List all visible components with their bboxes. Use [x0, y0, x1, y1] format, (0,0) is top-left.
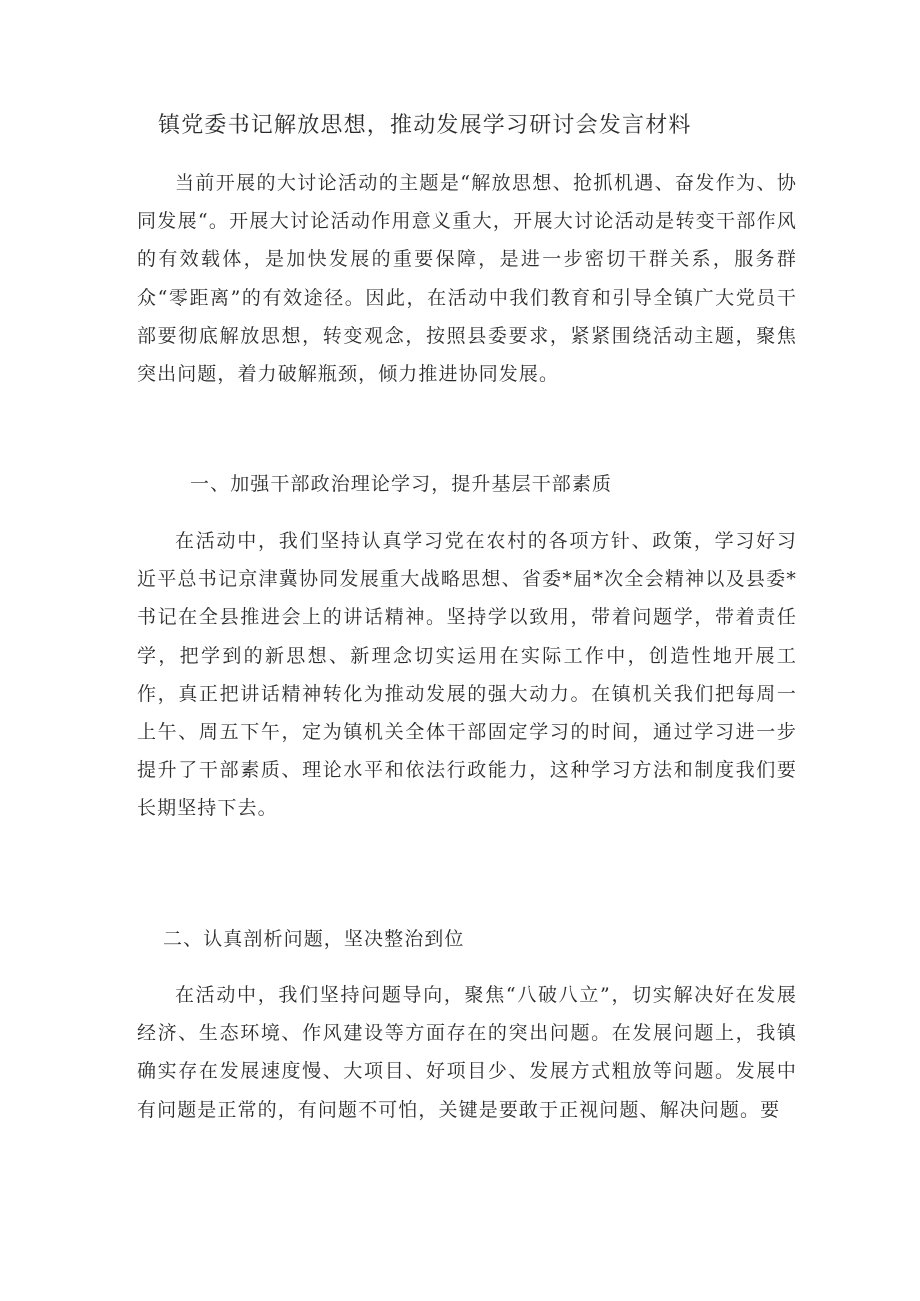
paragraph-section-2: 在活动中，我们坚持问题导向，聚焦“八破八立”，切实解决好在发展经济、生态环境、作风建设等方面存在的突出问题。在发展问题上，我镇确实存在发展速度慢、大项目、好项目少、发展方式粗放等问题。发展中有问题是正常的，有问题不可怕，关键是要敢于正视问题、解决问题。要: [137, 984, 797, 1121]
section-heading-1: 一、加强干部政治理论学习，提升基层干部素质: [190, 473, 613, 495]
paragraph-intro: 当前开展的大讨论活动的主题是“解放思想、抢抓机遇、奋发作为、协同发展“。开展大讨论活动作用意义重大，开展大讨论活动是转变干部作风的有效载体，是加快发展的重要保障，是进一步密切干群关系，服务群众“零距离”的有效途径。因此，在活动中我们教育和引导全镇广大党员干部要彻底解放思想，转变观念，按照县委要求，紧紧围绕活动主题，聚焦突出问题，着力破解瓶颈，倾力推进协同发展。: [137, 172, 797, 386]
paragraph-section-1: 在活动中，我们坚持认真学习党在农村的各项方针、政策，学习好习近平总书记京津冀协同发展重大战略思想、省委*届*次全会精神以及县委*书记在全县推进会上的讲话精神。坚持学以致用，带着问题学，带着责任学，把学到的新思想、新理念切实运用在实际工作中，创造性地开展工作，真正把讲话精神转化为推动发展的强大动力。在镇机关我们把每周一上午、周五下午，定为镇机关全体干部固定学习的时间，通过学习进一步提升了干部素质、理论水平和依法行政能力，这种学习方法和制度我们要长期坚持下去。: [137, 530, 797, 820]
document-title: 镇党委书记解放思想，推动发展学习研讨会发言材料: [158, 113, 692, 138]
section-heading-2: 二、认真剖析问题，坚决整治到位: [163, 928, 465, 950]
